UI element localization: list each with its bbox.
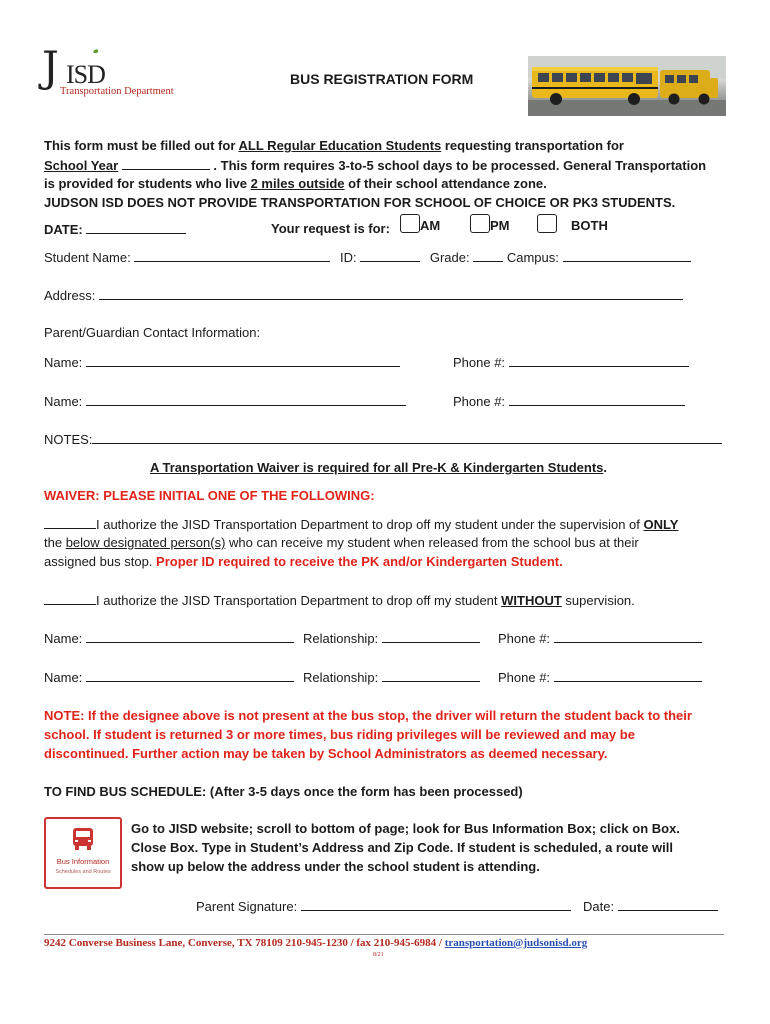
- designee-relationship-field-1[interactable]: [382, 630, 480, 643]
- bus-information-box[interactable]: [44, 817, 122, 889]
- waiver-option-2-emphasis: WITHOUT: [501, 593, 562, 608]
- address-row: [44, 287, 683, 303]
- footer-email-link[interactable]: transportation@judsonisd.org: [444, 937, 588, 949]
- contact-phone-field-1[interactable]: [509, 354, 689, 367]
- waiver-option-1-line-1: [44, 516, 678, 532]
- waiver-option-1-text: who can receive my student when released from the school bus at their: [225, 535, 639, 550]
- contact-phone-row-2: [453, 393, 685, 409]
- address-field[interactable]: [99, 287, 683, 300]
- id-label: ID:: [339, 250, 357, 265]
- pm-checkbox[interactable]: [470, 214, 490, 233]
- designee-relationship-field-2[interactable]: [382, 669, 480, 682]
- waiver-heading: WAIVER: PLEASE INITIAL ONE OF THE FOLLOWING:: [44, 488, 375, 503]
- designee-phone-label: Phone #:: [498, 670, 551, 685]
- proper-id-notice: Proper ID required to receive the PK and/or Kindergarten Student.: [156, 554, 563, 569]
- student-name-label: Student Name:: [44, 250, 131, 265]
- contact-phone-row-1: [453, 354, 689, 370]
- waiver-option-1-line-2: [44, 535, 639, 550]
- student-row: [44, 249, 691, 265]
- grade-field[interactable]: [473, 249, 503, 262]
- designee-relationship-label: Relationship:: [303, 631, 379, 646]
- id-field[interactable]: [360, 249, 420, 262]
- both-label: BOTH: [571, 218, 608, 233]
- intro-line-1: [44, 138, 624, 153]
- parent-signature-field[interactable]: [301, 898, 571, 911]
- bus-icon: [69, 825, 97, 853]
- schedule-line-3: show up below the address under the school student is attending.: [131, 859, 540, 874]
- school-bus-photo: [528, 56, 726, 116]
- contact-name-field-2[interactable]: [86, 393, 406, 406]
- notes-row: [44, 431, 722, 447]
- campus-label: Campus:: [506, 250, 559, 265]
- waiver-option-1-text: the: [44, 535, 66, 550]
- schedule-line-2: Close Box. Type in Student’s Address and Zip Code. If student is scheduled, a route will: [131, 840, 673, 855]
- signature-date-row: [583, 898, 718, 914]
- contact-phone-field-2[interactable]: [509, 393, 685, 406]
- intro-emphasis: ALL Regular Education Students: [238, 138, 442, 153]
- waiver-option-1-text: I authorize the JISD Transportation Department to drop off my student under the supervision of: [96, 517, 644, 532]
- intro-line-4: JUDSON ISD DOES NOT PROVIDE TRANSPORTATION FOR SCHOOL OF CHOICE OR PK3 STUDENTS.: [44, 195, 676, 210]
- grade-label: Grade:: [429, 250, 470, 265]
- notes-field[interactable]: [92, 431, 722, 444]
- note-line-2: school. If student is returned 3 or more times, bus riding privileges will be reviewed and may be: [44, 727, 635, 742]
- logo-subtitle: Transportation Department: [60, 86, 174, 97]
- designee-name-label: Name:: [44, 631, 83, 646]
- waiver-initial-field-2[interactable]: [44, 592, 96, 605]
- pm-label: PM: [490, 218, 510, 233]
- logo-letters-isd: ISD: [66, 60, 105, 89]
- address-label: Address:: [44, 288, 96, 303]
- waiver-required-period: .: [603, 460, 608, 475]
- waiver-option-2-text: I authorize the JISD Transportation Department to drop off my student: [96, 593, 502, 608]
- designee-relationship-row-2: [303, 669, 480, 685]
- request-label: Your request is for:: [271, 221, 390, 236]
- intro-line-2: [44, 157, 706, 173]
- am-option[interactable]: [400, 214, 440, 233]
- form-revision-code: 8/21: [373, 952, 384, 958]
- waiver-initial-field-1[interactable]: [44, 516, 96, 529]
- schedule-line-1: Go to JISD website; scroll to bottom of page; look for Bus Information Box; click on Box.: [131, 821, 680, 836]
- contact-name-row-2: [44, 393, 406, 409]
- designee-name-field-1[interactable]: [86, 630, 294, 643]
- note-line-3: discontinued. Further action may be taken by School Administrators as deemed necessary.: [44, 746, 608, 761]
- waiver-option-1-line-3: [44, 554, 563, 569]
- both-option[interactable]: [537, 214, 608, 233]
- pm-option[interactable]: [470, 214, 510, 233]
- footer-contact: [44, 937, 587, 949]
- waiver-option-1-emphasis: ONLY: [643, 517, 679, 532]
- logo-letter-j: J: [42, 42, 59, 91]
- contact-name-field-1[interactable]: [86, 354, 400, 367]
- signature-date-label: Date:: [583, 899, 615, 914]
- waiver-option-2-text: supervision.: [561, 593, 635, 608]
- notes-label: NOTES:: [44, 432, 93, 447]
- waiver-required-line: [150, 460, 607, 475]
- designee-phone-field-1[interactable]: [554, 630, 702, 643]
- apple-icon: [86, 48, 100, 62]
- am-checkbox[interactable]: [400, 214, 420, 233]
- designee-phone-row-2: [498, 669, 702, 685]
- designee-relationship-row-1: [303, 630, 480, 646]
- student-name-field[interactable]: [134, 249, 330, 262]
- school-year-field[interactable]: [122, 157, 210, 170]
- designee-phone-row-1: [498, 630, 702, 646]
- signature-date-field[interactable]: [618, 898, 718, 911]
- designee-phone-field-2[interactable]: [554, 669, 702, 682]
- intro-emphasis: 2 miles outside: [250, 176, 345, 191]
- waiver-option-1-emphasis: below designated person(s): [65, 535, 226, 550]
- both-checkbox[interactable]: [537, 214, 557, 233]
- waiver-required-text: A Transportation Waiver is required for all Pre-K & Kindergarten Students: [150, 460, 604, 475]
- intro-line-3: [44, 176, 547, 191]
- intro-text: . This form requires 3-to-5 school days to be processed. General Transportation: [209, 158, 707, 173]
- bus-box-subtitle: Schedules and Routes: [55, 869, 111, 875]
- date-row: [44, 221, 186, 237]
- school-year-label: School Year: [44, 158, 119, 173]
- contact-name-label: Name:: [44, 355, 83, 370]
- waiver-option-1-text: assigned bus stop.: [44, 554, 157, 569]
- contact-heading: Parent/Guardian Contact Information:: [44, 325, 261, 340]
- intro-text: is provided for students who live: [44, 176, 251, 191]
- intro-text: requesting transportation for: [441, 138, 624, 153]
- school-bus-illustration: [528, 56, 726, 116]
- designee-phone-label: Phone #:: [498, 631, 551, 646]
- waiver-option-2: [44, 592, 635, 608]
- form-title: BUS REGISTRATION FORM: [290, 71, 474, 87]
- designee-name-row-1: [44, 630, 294, 646]
- campus-field[interactable]: [563, 249, 691, 262]
- date-label: DATE:: [44, 222, 83, 237]
- contact-phone-label: Phone #:: [453, 394, 506, 409]
- am-label: AM: [420, 218, 441, 233]
- schedule-heading: TO FIND BUS SCHEDULE: (After 3-5 days once the form has been processed): [44, 784, 523, 799]
- contact-phone-label: Phone #:: [453, 355, 506, 370]
- footer-address: 9242 Converse Business Lane, Converse, TX 78109 210-945-1230 / fax 210-945-6984 /: [44, 937, 445, 949]
- jisd-logo: [42, 44, 202, 104]
- bus-box-title: Bus Information: [56, 857, 110, 866]
- designee-name-field-2[interactable]: [86, 669, 294, 682]
- contact-name-label: Name:: [44, 394, 83, 409]
- contact-name-row-1: [44, 354, 400, 370]
- designee-relationship-label: Relationship:: [303, 670, 379, 685]
- parent-signature-label: Parent Signature:: [196, 899, 298, 914]
- note-line-1: NOTE: If the designee above is not present at the bus stop, the driver will return the student back to their: [44, 708, 692, 723]
- date-field[interactable]: [86, 221, 186, 234]
- intro-text: of their school attendance zone.: [344, 176, 547, 191]
- designee-name-label: Name:: [44, 670, 83, 685]
- footer-divider: [44, 934, 724, 935]
- designee-name-row-2: [44, 669, 294, 685]
- signature-row: [196, 898, 571, 914]
- intro-text: This form must be filled out for: [44, 138, 239, 153]
